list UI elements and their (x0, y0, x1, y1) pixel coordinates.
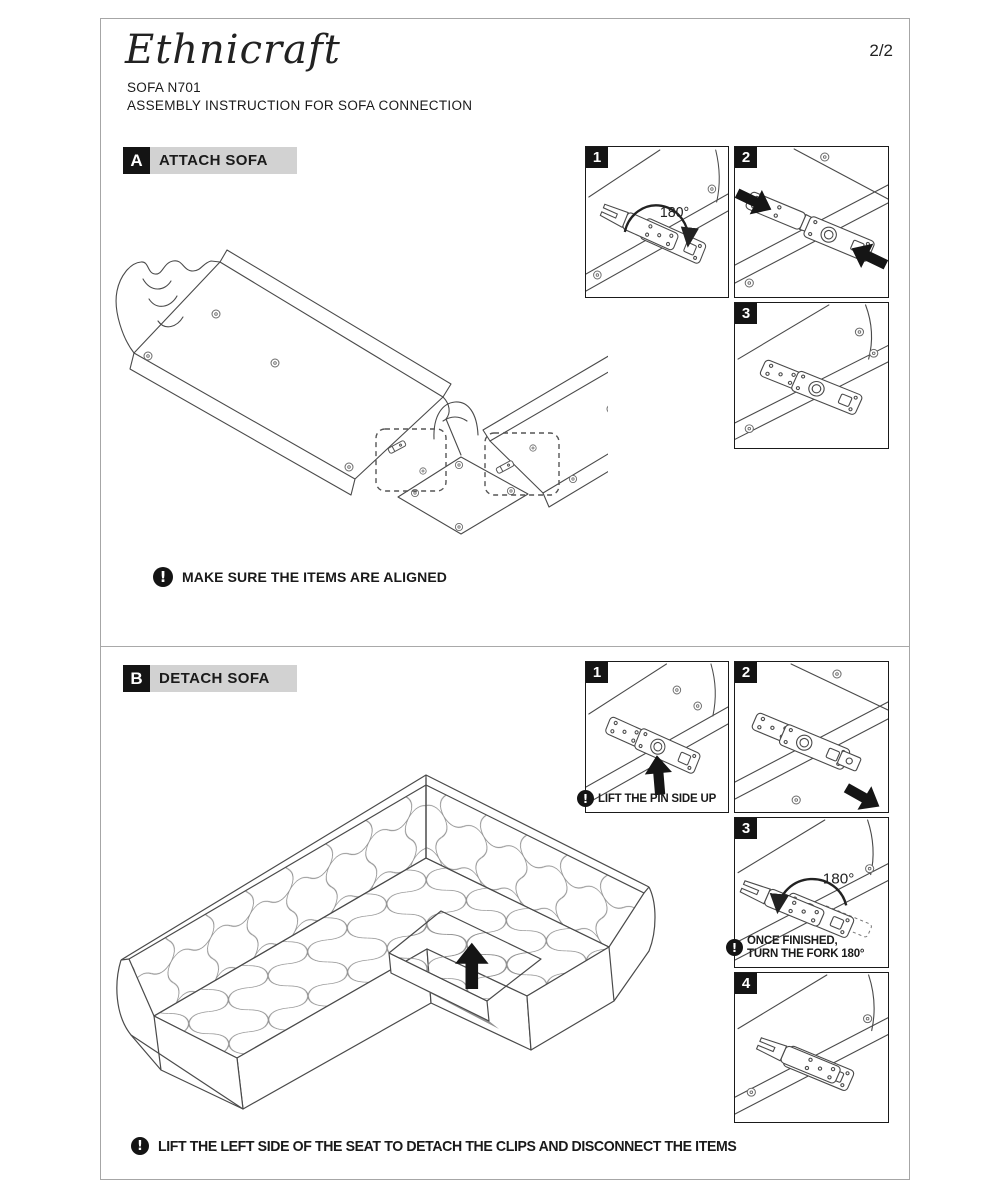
brand-logo: Ethnicraft (125, 27, 341, 73)
note-line-2: TURN THE FORK 180° (747, 947, 865, 960)
detach-sofa-diagram (109, 763, 669, 1113)
detach-step-3-panel (731, 817, 889, 968)
step-number-badge: 1 (586, 147, 608, 168)
attach-step-3-illustration (735, 303, 888, 448)
detach-step-2-illustration (735, 662, 888, 812)
product-name: SOFA N701 (127, 80, 201, 95)
detach-step-4-illustration (735, 973, 888, 1122)
screw-icon (745, 425, 753, 433)
detach-step-1-panel (582, 661, 729, 813)
step-number-badge: 3 (735, 818, 757, 839)
section-a-header (123, 147, 297, 174)
screw-icon (569, 475, 576, 482)
screw-icon (345, 463, 353, 471)
screw-icon (792, 796, 800, 804)
screw-icon (420, 468, 426, 474)
screw-icon (271, 359, 279, 367)
screw-icon (594, 271, 602, 279)
attach-step-1-illustration (586, 147, 728, 297)
screw-icon (607, 405, 608, 413)
clip-icon (388, 440, 407, 454)
detach-step-2-panel (734, 661, 889, 813)
screw-icon (821, 153, 829, 161)
note-text (747, 935, 864, 960)
section-b-title-bar (150, 665, 297, 692)
screw-icon (144, 352, 152, 360)
detach-step-4-panel (734, 972, 889, 1123)
warning-icon: ! (726, 939, 743, 956)
warning-icon: ! (577, 790, 594, 807)
section-b-warning-text: LIFT THE LEFT SIDE OF THE SEAT TO DETACH THE CLIPS AND DISCONNECT THE ITEMS (158, 1137, 737, 1155)
step-number-badge: 4 (735, 973, 757, 994)
rotation-label: 180° (659, 204, 690, 222)
attach-step-2-illustration (735, 147, 888, 297)
warning-icon: ! (153, 567, 173, 587)
document-title (127, 79, 472, 115)
note-text: LIFT THE PIN SIDE UP (598, 792, 717, 805)
screw-icon (866, 865, 874, 873)
screw-icon (455, 523, 462, 530)
clip-icon (496, 460, 515, 474)
section-b-letter: B (123, 665, 150, 692)
warning-icon: ! (131, 1137, 149, 1155)
screw-icon (855, 328, 863, 336)
detach-step-3-note (726, 935, 864, 960)
step-number-badge: 1 (586, 662, 608, 683)
note-line-1: ONCE FINISHED, (747, 935, 838, 947)
screw-icon (708, 185, 716, 193)
page-number: 2/2 (869, 41, 893, 60)
screw-icon (833, 670, 841, 678)
connection-area-right (485, 433, 559, 495)
screw-icon (745, 279, 753, 287)
section-a-title-bar (150, 147, 297, 174)
section-a-title: ATTACH SOFA (159, 152, 268, 169)
instruction-sheet (100, 18, 910, 1180)
step-number-badge: 2 (735, 147, 757, 168)
section-b-header (123, 665, 297, 692)
screw-icon (673, 686, 681, 694)
section-b-title: DETACH SOFA (159, 670, 270, 687)
detach-step-1-note (577, 790, 716, 807)
section-a-letter: A (123, 147, 150, 174)
document-subtitle: ASSEMBLY INSTRUCTION FOR SOFA CONNECTION (127, 98, 473, 113)
section-a-warning (153, 567, 447, 587)
pull-arrow-icon (839, 776, 886, 812)
screw-icon (864, 1015, 872, 1023)
screw-icon (694, 702, 702, 710)
screw-icon (747, 1088, 755, 1096)
section-divider (101, 646, 909, 647)
attach-step-3-panel (734, 302, 889, 449)
step-number-badge: 3 (735, 303, 757, 324)
section-b-warning (131, 1137, 773, 1155)
attach-sofa-diagram (103, 241, 608, 571)
attach-step-1-panel (585, 146, 729, 298)
step-number-badge: 2 (735, 662, 757, 683)
screw-icon (530, 445, 536, 451)
screw-icon (870, 349, 878, 357)
screw-icon (212, 310, 220, 318)
fork-plate (755, 1035, 841, 1084)
screw-icon (507, 487, 514, 494)
connection-area-left (376, 429, 446, 491)
attach-step-2-panel (734, 146, 889, 298)
rotation-label: 180° (822, 870, 855, 888)
section-a-warning-text: MAKE SURE THE ITEMS ARE ALIGNED (182, 569, 447, 585)
screw-icon (455, 461, 462, 468)
